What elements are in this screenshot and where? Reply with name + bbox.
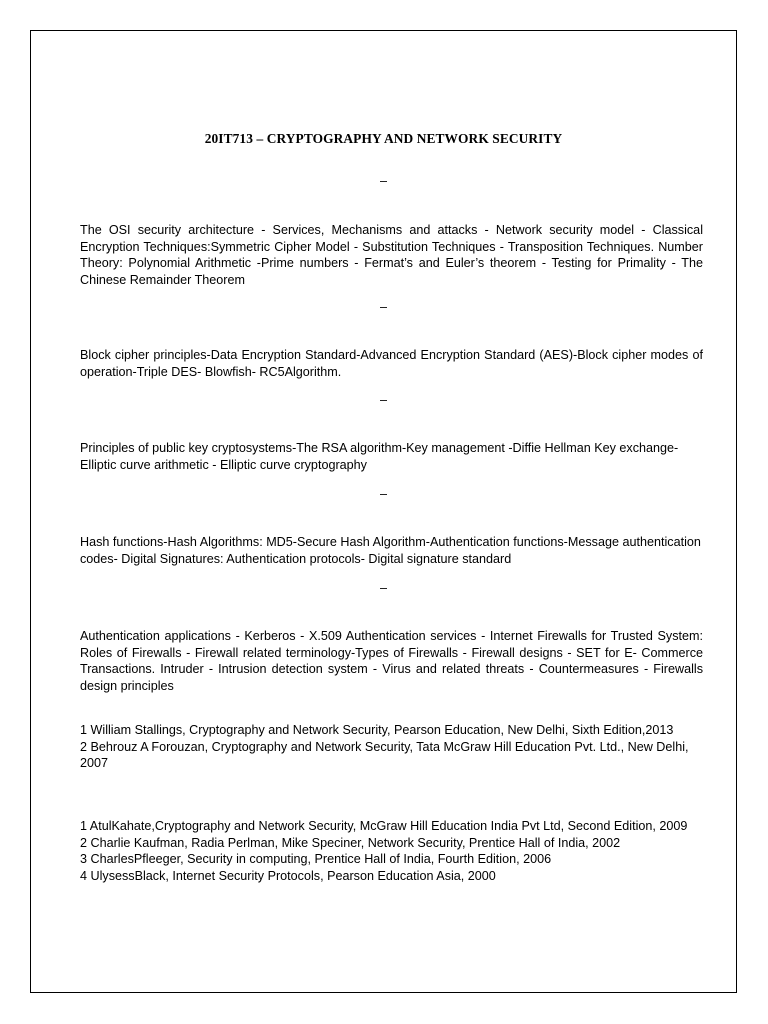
unit-separator: – [379, 174, 387, 188]
unit-5-text [80, 628, 703, 694]
textbook-item: 1 William Stallings, Cryptography and Network Security, Pearson Education, New Delhi, Sixth Edition,2013 [80, 723, 674, 737]
unit-paragraph: Hash functions-Hash Algorithms: MD5-Secure Hash Algorithm-Authentication functions-Message authentication codes- Digital Signatures: Authentication protocols- Digital signature standard [80, 535, 701, 566]
reference-item: 3 CharlesPfleeger, Security in computing, Prentice Hall of India, Fourth Edition, 2006 [80, 852, 552, 867]
unit-paragraph: Block cipher principles-Data Encryption Standard-Advanced Encryption Standard (AES)-Block cipher modes of operation-Triple DES- Blowfish- RC5Algorithm. [80, 348, 703, 379]
unit-1-text [80, 222, 703, 288]
reference-item: 2 Charlie Kaufman, Radia Perlman, Mike Speciner, Network Security, Prentice Hall of India, 2002 [80, 835, 621, 850]
unit-separator: – [379, 393, 387, 407]
textbook-item: 2 Behrouz A Forouzan, Cryptography and Network Security, Tata McGraw Hill Education Pvt. Ltd., New Delhi, 2007 [80, 739, 689, 771]
reference-item: 1 AtulKahate,Cryptography and Network Security, McGraw Hill Education India Pvt Ltd, Second Edition, 2009 [80, 819, 688, 833]
unit-separator: – [379, 581, 387, 595]
textbooks-list [80, 722, 703, 772]
unit-paragraph: The OSI security architecture - Services, Mechanisms and attacks - Network security model - Classical Encryption Techniques:Symmetric Cipher Model - Substitution Techniques - Transposition Techniques. Number Theory: Polynomial Arithmetic -Prime numbers - Fermat’s and Euler’s theorem - Testing for Primality - The Chinese Remainder Theorem [80, 223, 703, 287]
unit-paragraph: Authentication applications - Kerberos - X.509 Authentication services - Internet Firewalls for Trusted System: Roles of Firewalls - Firewall related terminology-Types of Firewalls - Firewall designs - SET for E- Commerce Transactions. Intruder - Intrusion detection system - Virus and related threats - Countermeasures - Firewalls design principles [80, 629, 703, 693]
unit-paragraph: Principles of public key cryptosystems-The RSA algorithm-Key management -Diffie Hellman Key exchange-Elliptic curve arithmetic - Elliptic curve cryptography [80, 441, 679, 472]
unit-separator: – [379, 300, 387, 314]
references-list [80, 818, 703, 884]
reference-item: 4 UlysessBlack, Internet Security Protocols, Pearson Education Asia, 2000 [80, 868, 496, 883]
unit-4-text [80, 534, 703, 567]
document-title: 20IT713 – CRYPTOGRAPHY AND NETWORK SECURITY [204, 131, 563, 146]
unit-3-text [80, 440, 703, 473]
unit-2-text [80, 347, 703, 380]
unit-separator: – [379, 487, 387, 501]
